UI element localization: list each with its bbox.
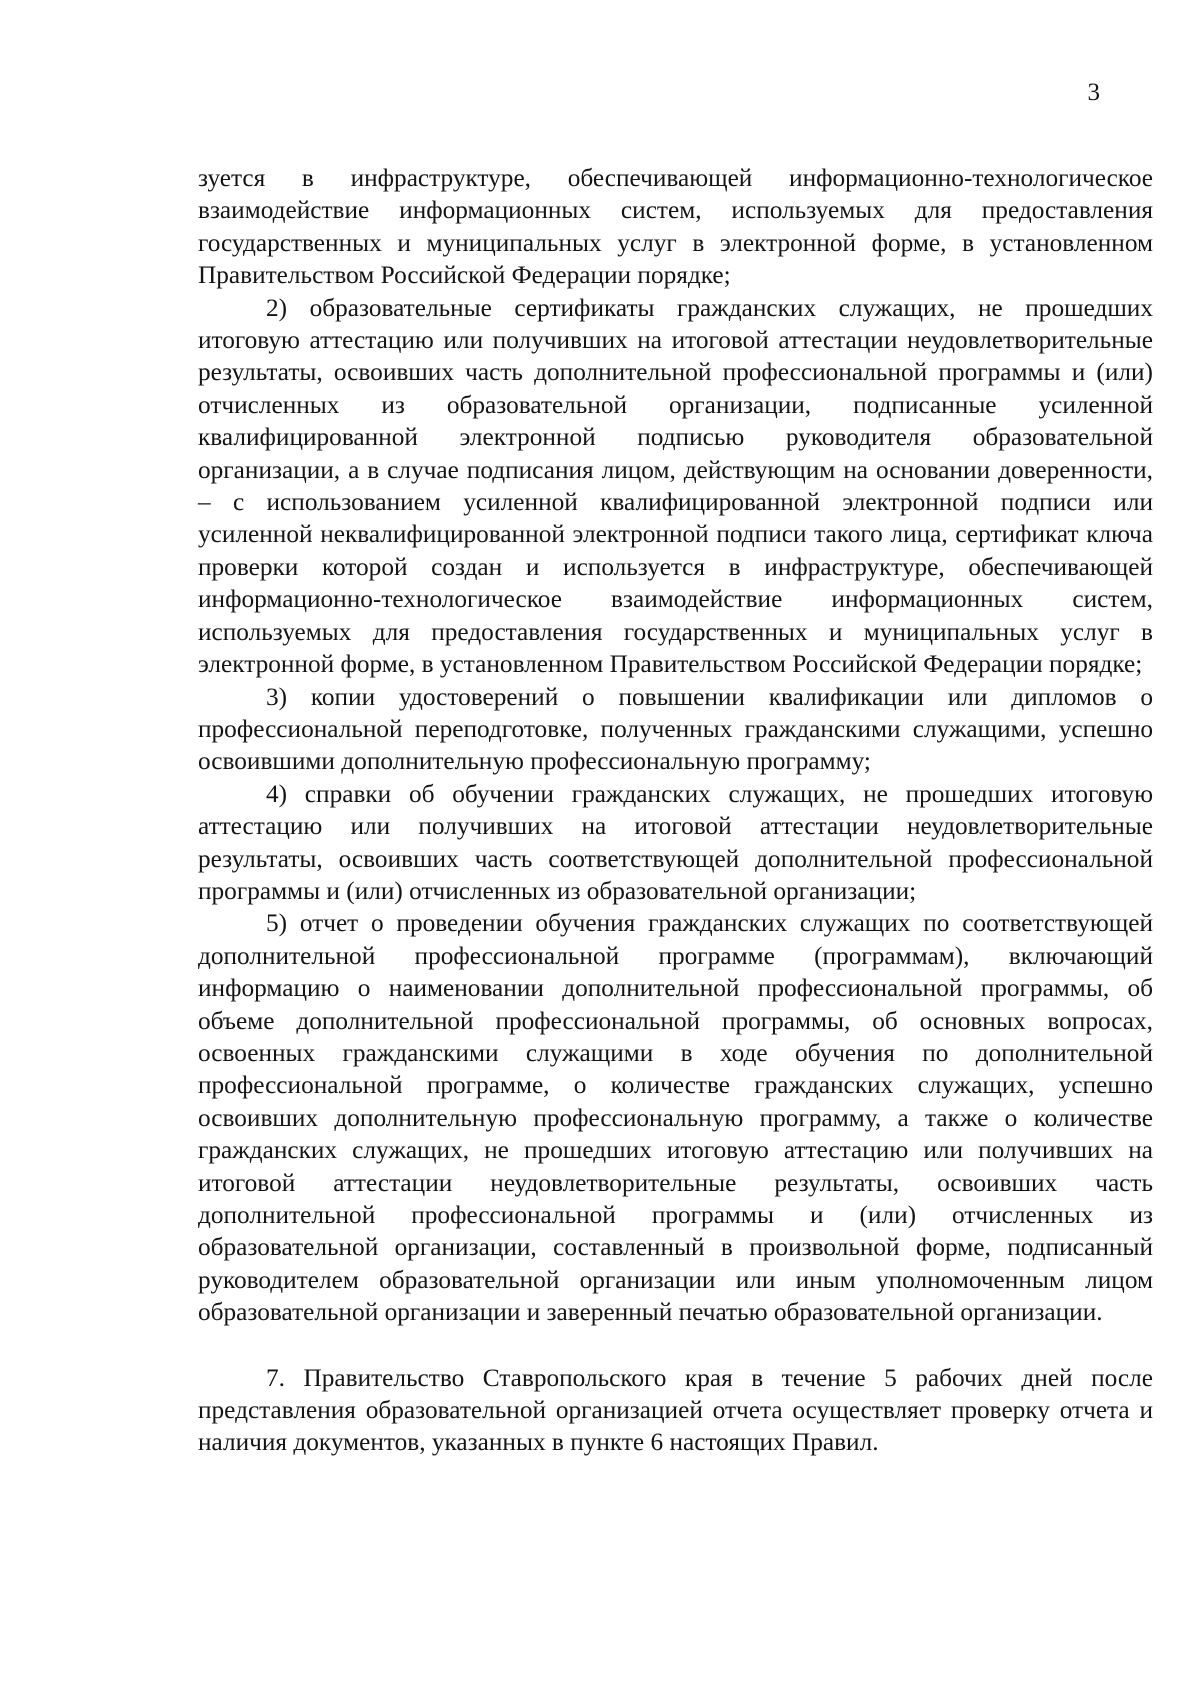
paragraph-item-4: 4) справки об обучении гражданских служащих, не прошедших итоговую аттестацию или получивших на итоговой аттестации неудовлетворительные результаты, освоивших часть соответствующей дополнительной профессиональной программы и (или) отчисленных из образовательной организации; (198, 779, 1153, 905)
paragraph-item-2: 2) образовательные сертификаты гражданских служащих, не прошедших итоговую аттестацию или получивших на итоговой аттестации неудовлетворительные результаты, освоивших часть дополнительной профессиональной программы и (или) отчисленных из образовательной организации, подписанные усиленной квалифицированной электронной подписью руководителя образовательной организации, а в случае подписания лицом, действующим на основании доверенности, – с использованием усиленной квалифицированной электронной подписи или усиленной неквалифицированной электронной подписи такого лица, сертификат ключа проверки которой создан и используется в инфраструктуре, обеспечивающей информационно-технологическое взаимодействие информационных систем, используемых для предоставления государственных и муниципальных услуг в электронной форме, в установленном Правительством Российской Федерации порядке; (198, 293, 1153, 679)
paragraph-continuation: зуется в инфраструктуре, обеспечивающей информационно-технологическое взаимодействие информационных систем, используемых для предоставления государственных и муниципальных услуг в электронной форме, в установленном Правительством Российской Федерации порядке; (198, 164, 1153, 290)
paragraph-item-5: 5) отчет о проведении обучения гражданских служащих по соответствующей дополнительной профессиональной программе (программам), включающий информацию о наименовании дополнительной профессиональной программы, об объеме дополнительной профессиональной программы, об основных вопросах, освоенных гражданскими служащими в ходе обучения по дополнительной профессиональной программе, о количестве гражданских служащих, успешно освоивших дополнительную профессиональную программу, а также о количестве гражданских служащих, не прошедших итоговую аттестацию или получивших на итоговой аттестации неудовлетворительные результаты, освоивших часть дополнительной профессиональной программы и (или) отчисленных из образовательной организации, составленный в произвольной форме, подписанный руководителем образовательной организации или иным уполномоченным лицом образовательной организации и заверенный печатью образовательной организации. (198, 909, 1153, 1327)
paragraph-item-3: 3) копии удостоверений о повышении квалификации или дипломов о профессиональной переподготовке, полученных гражданскими служащими, успешно освоившими дополнительную профессиональную программу; (198, 682, 1153, 776)
page-number: 3 (1087, 79, 1100, 106)
paragraph-section-7: 7. Правительство Ставропольского края в течение 5 рабочих дней после представления образовательной организацией отчета осуществляет проверку отчета и наличия документов, указанных в пункте 6 настоящих Правил. (198, 1363, 1153, 1457)
document-body (198, 162, 1153, 1459)
